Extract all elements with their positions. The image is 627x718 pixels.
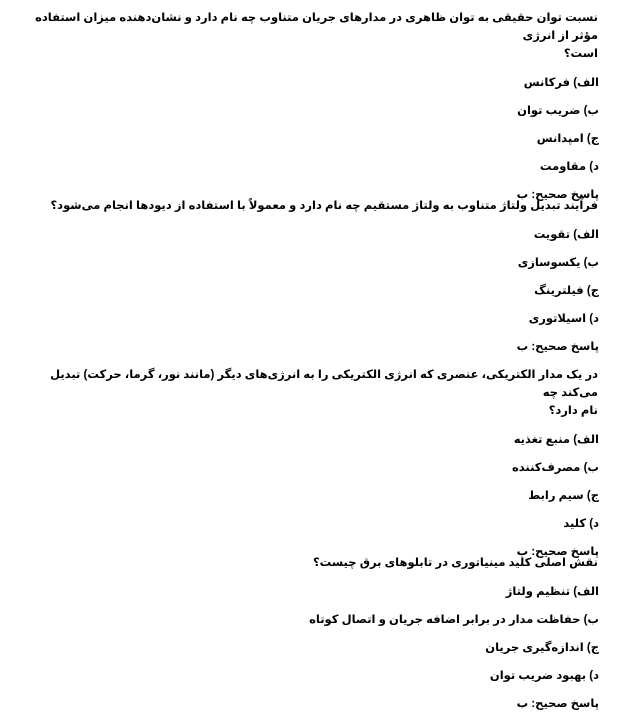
question-3-option-d: د) کلید	[563, 518, 599, 530]
question-2-line-1: فرآیند تبدیل ولتاژ متناوب به ولتاژ مستقیم چه نام دارد و معمولاً با استفاده از دیودها انجام می‌شود؟	[50, 200, 598, 212]
question-4-option-b: ب) حفاظت مدار در برابر اضافه جریان و اتصال کوتاه	[309, 614, 599, 626]
question-block-3	[0, 366, 599, 561]
question-4-line-1: نقش اصلی کلید مینیاتوری در تابلوهای برق چیست؟	[312, 557, 598, 569]
question-1-text	[0, 9, 599, 63]
question-4-option-a: الف) تنظیم ولتاژ	[505, 586, 599, 598]
question-2-option-a: الف) تقویت	[533, 229, 599, 241]
question-3-line-1: در یک مدار الکتریکی، عنصری که انرژی الکتریکی را به انرژی‌های دیگر (مانند نور، گرما، حرکت) تبدیل می‌کند چه	[50, 369, 598, 399]
question-block-1	[0, 9, 599, 204]
question-2-text	[0, 197, 599, 215]
question-3-answer: پاسخ صحیح: ب	[516, 546, 599, 558]
question-4-text	[0, 554, 599, 572]
question-3-line-2: نام دارد؟	[548, 405, 598, 417]
question-3-option-b: ب) مصرف‌کننده	[511, 462, 599, 474]
question-3-option-c: ج) سیم رابط	[528, 490, 599, 502]
question-1-line-2: است؟	[563, 48, 598, 60]
question-1-option-c: ج) امپدانس	[536, 133, 599, 145]
question-4-option-c: ج) اندازه‌گیری جریان	[485, 642, 599, 654]
question-1-line-1: نسبت توان حقیقی به توان ظاهری در مدارهای جریان متناوب چه نام دارد و نشان‌دهنده میزان استفاده مؤثر از انرژی	[35, 12, 598, 42]
question-4-answer: پاسخ صحیح: ب	[516, 698, 599, 710]
question-1-option-a: الف) فرکانس	[523, 77, 599, 89]
question-3-option-a: الف) منبع تغذیه	[513, 434, 599, 446]
question-1-option-d: د) مقاومت	[539, 161, 599, 173]
question-2-option-c: ج) فیلترینگ	[534, 285, 599, 297]
question-2-option-b: ب) یکسوسازی	[517, 257, 599, 269]
question-4-option-d: د) بهبود ضریب توان	[489, 670, 599, 682]
question-block-2	[0, 197, 599, 356]
question-3-text	[0, 366, 599, 420]
question-1-answer: پاسخ صحیح: ب	[516, 189, 599, 201]
question-2-option-d: د) اسیلاتوری	[528, 313, 599, 325]
question-1-option-b: ب) ضریب توان	[517, 105, 599, 117]
question-2-answer: پاسخ صحیح: ب	[516, 341, 599, 353]
question-block-4	[0, 554, 599, 713]
